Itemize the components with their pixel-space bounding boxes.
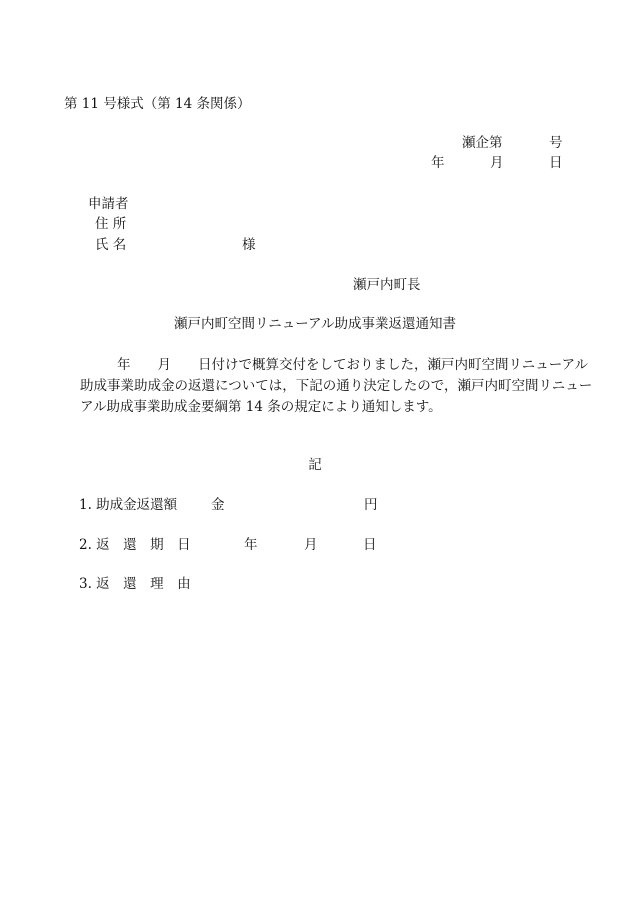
- body-line-2: 助成事業助成金の返還については，下記の通り決定したので，瀬戸内町空間リニュー: [80, 378, 593, 394]
- address-label: 住 所: [95, 216, 127, 232]
- body-line-1-text: 日付けで概算交付をしておりました，瀬戸内町空間リニューアル: [198, 357, 589, 373]
- reference-number-suffix: 号: [549, 135, 563, 151]
- item-refund-deadline-year: 年: [244, 537, 258, 553]
- item-refund-amount-label: 1. 助成金返還額: [79, 497, 178, 513]
- note-heading: 記: [308, 457, 322, 473]
- reference-number-prefix: 瀬企第: [462, 135, 503, 151]
- document-title: 瀬戸内町空間リニューアル助成事業返還通知書: [173, 316, 456, 332]
- date-year-label: 年: [431, 155, 445, 171]
- date-day-label: 日: [549, 155, 563, 171]
- applicant-label: 申請者: [88, 196, 129, 212]
- body-line-1: [80, 355, 589, 376]
- body-year-label: 年: [117, 357, 131, 373]
- item-refund-amount-kin: 金: [211, 497, 225, 513]
- item-refund-amount-yen: 円: [364, 497, 378, 513]
- date-month-label: 月: [490, 155, 504, 171]
- form-number-label: 第 11 号様式（第 14 条関係）: [64, 96, 251, 112]
- item-refund-deadline-month: 月: [304, 537, 318, 553]
- notice-body: [80, 355, 593, 418]
- item-refund-deadline-day: 日: [363, 537, 377, 553]
- honorific-label: 様: [242, 237, 256, 253]
- body-line-3: アル助成事業助成金要綱第 14 条の規定により通知します。: [80, 399, 442, 415]
- item-refund-deadline-label: 2. 返 還 期 日: [79, 537, 191, 553]
- item-refund-reason-label: 3. 返 還 理 由: [79, 576, 191, 592]
- issuer-name: 瀬戸内町長: [353, 277, 421, 293]
- body-month-label: 月: [157, 357, 171, 373]
- name-label: 氏 名: [95, 237, 127, 253]
